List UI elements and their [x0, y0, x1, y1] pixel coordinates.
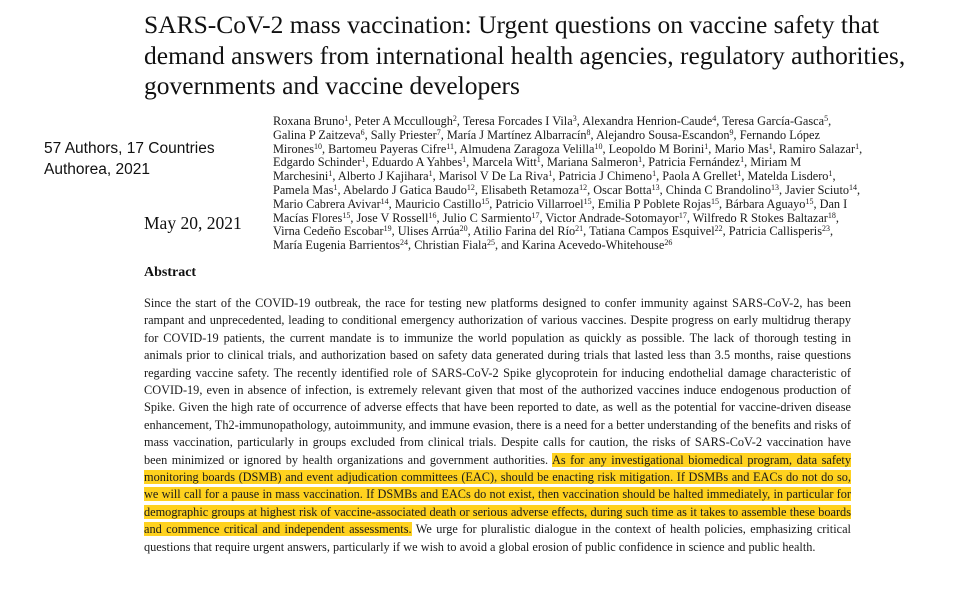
affiliation-marker: 25 — [486, 238, 495, 248]
affiliation-marker: 10 — [314, 141, 322, 151]
highlighted-passage: As for any investigational biomedical program, data safety monitoring boards (DSMB) and event adjudication committees (EAC), should be enacting risk mitigation. If DSMBs and EACs do not do so, we will call for a pause in mass vaccination. If DSMBs and EACs do not exist, then vaccination should be halted immediately, in particular for demographic groups at highest risk of vaccine-associated death or serious adverse effects, during such time as it takes to assemble these boards and commence critical and independent assessments. — [144, 452, 851, 537]
author-name: Ulises Arrúa$^{20}$ — [397, 224, 468, 239]
affiliation-marker: 1 — [462, 155, 467, 165]
author-name: Oscar Botta$^{13}$ — [593, 182, 660, 197]
author-name: Dan I Macías Flores$^{15}$ — [273, 196, 848, 225]
author-list: Roxana Bruno$^1$, Peter A Mccullough$^2$, Teresa Forcades I Vila$^3$, Alexandra Henrion-Caude$^4$, Teresa García-Gasca$^5$, Galina P Zaitzeva$^6$, Sally Priester$^7$, María J Martínez Albarracín$^8$, Alejandro Sousa-Escandon$^9$, Fernando López Mirones$^{10}$, Bartomeu Payeras Cifre$^{11}$, Almudena Zaragoza Velilla$^{10}$, Leopoldo M Borini$^1$, Mario Mas$^1$, Ramiro Salazar$^1$, Edgardo Schinder$^1$, Eduardo A Yahbes$^1$, Marcela Witt$^1$, Mariana Salmeron$^1$, Patricia Fernández$^1$, Miriam M Marchesini$^1$, Alberto J Kajihara$^1$, Marisol V De La Riva$^1$, Patricia J Chimeno$^1$, Paola A Grellet$^1$, Matelda Lisdero$^1$, Pamela Mas$^1$, Abelardo J Gatica Baudo$^{12}$, Elisabeth Retamoza$^{12}$, Oscar Botta$^{13}$, Chinda C Brandolino$^{13}$, Javier Sciuto$^{14}$, Mario Cabrera Avivar$^{14}$, Mauricio Castillo$^{15}$, Patricio Villarroel$^{15}$, Emilia P Poblete Rojas$^{15}$, Bárbara Aguayo$^{15}$, Dan I Macías Flores$^{15}$, Jose V Rossell$^{16}$, Julio C Sarmiento$^{17}$, Victor Andrade-Sotomayor$^{17}$, Wilfredo R Stokes Baltazar$^{18}$, Virna Cedeño Escobar$^{19}$, Ulises Arrúa$^{20}$, Atilio Farina del Río$^{21}$, Tatiana Campos Esquivel$^{22}$, Patricia Callisperis$^{23}$, María Eugenia Barrientos$^{24}$, Christian Fiala$^{25}$, and Karina Acevedo-Whitehouse$^{26}$ — [273, 114, 863, 253]
author-name: Patricia J Chimeno$^1$ — [558, 169, 657, 184]
affiliation-marker: 22 — [714, 224, 723, 234]
affiliation-marker: 1 — [768, 141, 773, 151]
affiliation-marker: 14 — [380, 196, 389, 206]
abstract-heading: Abstract — [144, 265, 197, 280]
author-name: Victor Andrade-Sotomayor$^{17}$ — [545, 210, 687, 225]
author-name: Teresa Forcades I Vila$^3$ — [462, 114, 577, 128]
affiliation-marker: 3 — [572, 114, 577, 123]
author-name: Wilfredo R Stokes Baltazar$^{18}$ — [692, 210, 836, 225]
author-name: Almudena Zaragoza Velilla$^{10}$ — [459, 141, 603, 156]
affiliation-marker: 8 — [586, 127, 591, 137]
author-name: Bárbara Aguayo$^{15}$ — [725, 196, 814, 211]
affiliation-marker: 1 — [638, 155, 643, 165]
author-name: Marisol V De La Riva$^1$ — [438, 169, 553, 184]
author-name: Mariana Salmeron$^1$ — [546, 155, 643, 170]
author-name: Paola A Grellet$^1$ — [662, 169, 742, 184]
author-name: Jose V Rossell$^{16}$ — [356, 210, 437, 225]
affiliation-marker: 1 — [652, 169, 657, 179]
author-name: Ramiro Salazar$^1$ — [778, 141, 860, 156]
author-name: Emilia P Poblete Rojas$^{15}$ — [597, 196, 720, 211]
affiliation-marker: 1 — [828, 169, 833, 179]
author-country-count: 57 Authors, 17 Countries — [44, 140, 215, 157]
affiliation-marker: 1 — [740, 155, 745, 165]
affiliation-marker: 1 — [344, 114, 349, 123]
author-name: Teresa García-Gasca$^5$ — [722, 114, 829, 128]
affiliation-marker: 11 — [446, 141, 455, 151]
author-name: Patricio Villarroel$^{15}$ — [495, 196, 592, 211]
author-name: Alexandra Henrion-Caude$^4$ — [582, 114, 717, 128]
affiliation-marker: 1 — [361, 155, 366, 165]
author-name: Roxana Bruno$^1$ — [273, 114, 349, 128]
affiliation-marker: 23 — [822, 224, 830, 234]
author-name: Julio C Sarmiento$^{17}$ — [442, 210, 540, 225]
author-name: Peter A Mccullough$^2$ — [354, 114, 457, 128]
affiliation-marker: 26 — [664, 238, 673, 248]
author-name: Sally Priester$^7$ — [370, 127, 441, 142]
author-name: Eduardo A Yahbes$^1$ — [371, 155, 467, 170]
author-name: Elisabeth Retamoza$^{12}$ — [481, 182, 588, 197]
affiliation-marker: 7 — [436, 127, 441, 137]
author-name: Alejandro Sousa-Escandon$^9$ — [596, 127, 734, 142]
affiliation-marker: 14 — [849, 182, 858, 192]
author-name: Virna Cedeño Escobar$^{19}$ — [273, 224, 392, 239]
author-name: Marcela Witt$^1$ — [472, 155, 541, 170]
author-name: Pamela Mas$^1$ — [273, 182, 338, 197]
affiliation-marker: 21 — [575, 224, 584, 234]
affiliation-marker: 16 — [428, 210, 437, 220]
affiliation-marker: 18 — [827, 210, 836, 220]
affiliation-marker: 15 — [711, 196, 720, 206]
affiliation-marker: 19 — [383, 224, 392, 234]
author-name: Edgardo Schinder$^1$ — [273, 155, 366, 170]
affiliation-marker: 12 — [466, 182, 475, 192]
author-name: Tatiana Campos Esquivel$^{22}$ — [589, 224, 723, 239]
affiliation-marker: 5 — [824, 114, 829, 123]
paper-title: SARS-CoV-2 mass vaccination: Urgent questions on vaccine safety that demand answers from international health agencies, regulatory authorities, governments and vaccine developers — [144, 10, 906, 100]
author-name: Galina P Zaitzeva$^6$ — [273, 127, 365, 142]
publication-date: May 20, 2021 — [144, 213, 242, 233]
affiliation-marker: 17 — [531, 210, 540, 220]
affiliation-marker: 1 — [704, 141, 709, 151]
author-name: María Eugenia Barrientos$^{24}$ — [273, 238, 409, 253]
affiliation-marker: 17 — [678, 210, 687, 220]
author-name: Javier Sciuto$^{14}$ — [785, 182, 858, 197]
author-name: Fernando López Mirones$^{10}$ — [273, 127, 820, 156]
affiliation-marker: 1 — [328, 169, 333, 179]
author-name: Christian Fiala$^{25}$ — [414, 238, 495, 253]
affiliation-marker: 24 — [400, 238, 409, 248]
affiliation-marker: 4 — [712, 114, 717, 123]
abstract-text — [144, 295, 851, 556]
author-name: Mauricio Castillo$^{15}$ — [394, 196, 490, 211]
affiliation-marker: 1 — [855, 141, 860, 151]
affiliation-marker: 15 — [583, 196, 592, 206]
affiliation-marker: 9 — [729, 127, 734, 137]
author-name: Alberto J Kajihara$^1$ — [337, 169, 433, 184]
abstract-text-closing: We urge for pluralistic dialogue in the context of health policies, emphasizing critical questions that require urgent answers, particularly if we wish to avoid a global erosion of public confidence in science and public health. — [144, 522, 851, 554]
abstract-text-intro: Since the start of the COVID-19 outbreak, the race for testing new platforms designed to confer immunity against SARS-CoV-2, has been rampant and unprecedented, leading to conditional emergency authorization of various vaccines. Despite progress on early multidrug therapy for COVID-19 patients, the current mandate is to immunize the world population as quickly as possible. The lack of thorough testing in animals prior to clinical trials, and authorization based on safety data generated during trials that lasted less than 3.5 months, raise questions regarding vaccine safety. The recently identified role of SARS-CoV-2 Spike glycoprotein for inducing endothelial damage characteristic of COVID-19, even in absence of infection, is extremely relevant given that most of the authorized vaccines induce endogenous production of Spike. Given the high rate of occurrence of adverse effects that have been reported to date, as well as the potential for vaccine-driven disease enhancement, Th2-immunopathology, autoimmunity, and immune evasion, there is a need for a better understanding of the benefits and risks of mass vaccination, particularly in groups excluded from clinical trials. Despite calls for caution, the risks of SARS-CoV-2 vaccination have been minimized or ignored by health organizations and government authorities. — [144, 296, 851, 467]
affiliation-marker: 6 — [360, 127, 365, 137]
publisher-year: Authorea, 2021 — [44, 161, 151, 178]
author-name: Miriam M Marchesini$^1$ — [273, 155, 802, 184]
affiliation-marker: 15 — [481, 196, 490, 206]
affiliation-marker: 1 — [536, 155, 541, 165]
affiliation-marker: 1 — [737, 169, 742, 179]
affiliation-marker: 2 — [452, 114, 457, 123]
author-name: Leopoldo M Borini$^1$ — [608, 141, 709, 156]
author-summary-note — [44, 138, 215, 180]
author-name: Patricia Callisperis$^{23}$ — [728, 224, 830, 239]
affiliation-marker: 1 — [333, 182, 338, 192]
affiliation-marker: 15 — [342, 210, 351, 220]
affiliation-marker: 15 — [805, 196, 814, 206]
author-name: Bartomeu Payeras Cifre$^{11}$ — [328, 141, 455, 156]
author-name: Atilio Farina del Río$^{21}$ — [473, 224, 584, 239]
affiliation-marker: 12 — [579, 182, 588, 192]
affiliation-marker: 13 — [651, 182, 660, 192]
affiliation-marker: 13 — [770, 182, 779, 192]
author-name: Matelda Lisdero$^1$ — [747, 169, 833, 184]
author-name: Patricia Fernández$^1$ — [648, 155, 745, 170]
affiliation-marker: 1 — [548, 169, 553, 179]
affiliation-marker: 20 — [459, 224, 468, 234]
author-name: Mario Cabrera Avivar$^{14}$ — [273, 196, 389, 211]
author-name: and Karina Acevedo-Whitehouse$^{26}$ — [501, 238, 673, 253]
author-name: María J Martínez Albarracín$^8$ — [446, 127, 591, 142]
affiliation-marker: 10 — [594, 141, 603, 151]
author-name: Mario Mas$^1$ — [714, 141, 773, 156]
affiliation-marker: 1 — [428, 169, 433, 179]
author-name: Abelardo J Gatica Baudo$^{12}$ — [342, 182, 475, 197]
author-name: Chinda C Brandolino$^{13}$ — [665, 182, 779, 197]
